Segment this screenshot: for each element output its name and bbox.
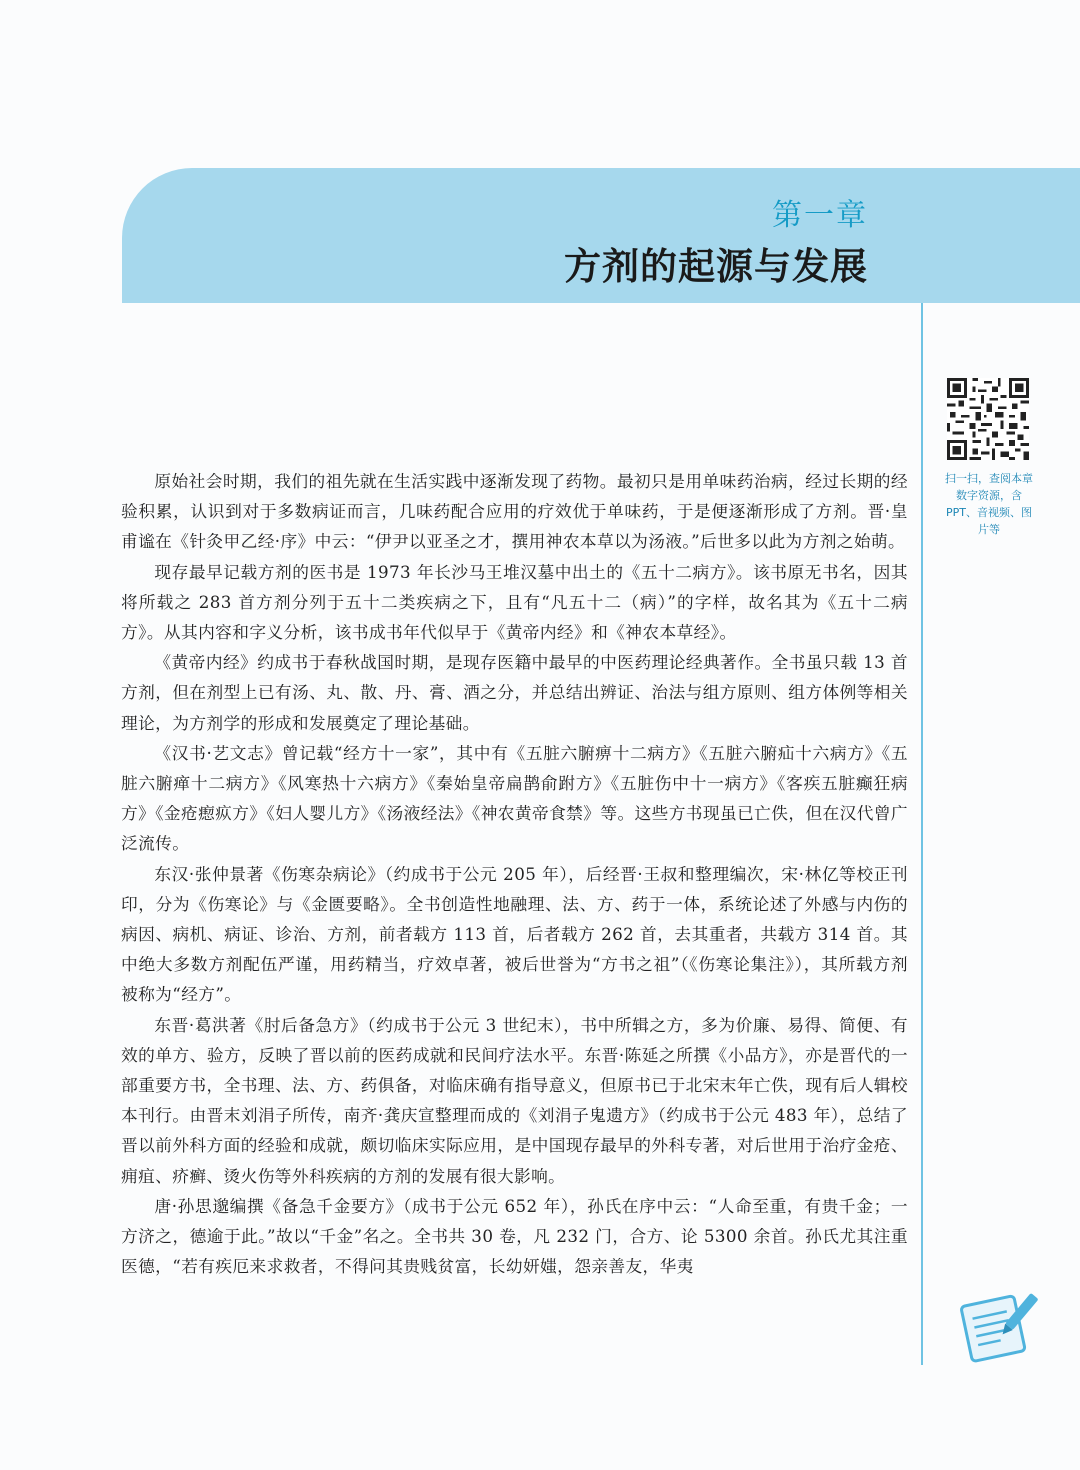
chapter-number: 第一章 — [772, 198, 868, 233]
paragraph: 现存最早记载方剂的医书是 1973 年长沙马王堆汉墓中出土的《五十二病方》。该书原无书名，因其将所载之 283 首方剂分列于五十二类疾病之下，且有“凡五十二（病）”的字样，故名其为《五十二病方》。从其内容和字义分析，该书成书年代似早于《黄帝内经》和《神农本草经》。 — [121, 561, 908, 643]
chapter-title: 方剂的起源与发展 — [564, 245, 868, 288]
notebook-pen-icon[interactable] — [958, 1286, 1038, 1366]
qr-code-icon[interactable] — [947, 378, 1029, 460]
paragraph: 《黄帝内经》约成书于春秋战国时期，是现存医籍中最早的中医药理论经典著作。全书虽只载 13 首方剂，但在剂型上已有汤、丸、散、丹、膏、酒之分，并总结出辨证、治法与组方原则、组方体例等相关理论，为方剂学的形成和发展奠定了理论基础。 — [121, 652, 908, 733]
qr-caption: 扫一扫，查阅本章数字资源，含 PPT、音视频、图片等 — [945, 472, 1033, 536]
sidebar-divider — [921, 303, 923, 1365]
paragraph: 东晋·葛洪著《肘后备急方》（约成书于公元 3 世纪末），书中所辑之方，多为价廉、易得、简便、有效的单方、验方，反映了晋以前的医药成就和民间疗法水平。东晋·陈延之所撰《小品方》，亦是晋代的一部重要方书，全书理、法、方、药俱备，对临床确有指导意义，但原书已于北宋末年亡佚，现有后人辑校本刊行。由晋末刘涓子所传，南齐·龚庆宣整理而成的《刘涓子鬼遗方》（约成书于公元 483 年），总结了晋以前外科方面的经验和成就，颇切临床实际应用，是中国现存最早的外科专著，对后世用于治疗金疮、痈疽、疥癣、烫火伤等外科疾病的方剂的发展有很大影响。 — [121, 1014, 908, 1186]
paragraph: 东汉·张仲景著《伤寒杂病论》（约成书于公元 205 年），后经晋·王叔和整理编次，宋·林亿等校正刊印，分为《伤寒论》与《金匮要略》。全书创造性地融理、法、方、药于一体，系统论述了外感与内伤的病因、病机、病证、诊治、方剂，前者载方 113 首，后者载方 262 首，去其重者，共载方 314 首。其中绝大多数方剂配伍严谨，用药精当，疗效卓著，被后世誉为“方书之祖”（《伤寒论集注》），其所载方剂被称为“经方”。 — [121, 863, 908, 1005]
chapter-body — [121, 466, 908, 1281]
paragraph: 唐·孙思邈编撰《备急千金要方》（成书于公元 652 年），孙氏在序中云：“人命至重，有贵千金；一方济之，德逾于此。”故以“千金”名之。全书共 30 卷，凡 232 门，合方、论 5300 余首。孙氏尤其注重医德，“若有疾厄来求救者，不得问其贵贱贫富，长幼妍媸，怨亲善友，华夷 — [121, 1195, 908, 1277]
paragraph: 原始社会时期，我们的祖先就在生活实践中逐渐发现了药物。最初只是用单味药治病，经过长期的经验积累，认识到对于多数病证而言，几味药配合应用的疗效优于单味药，于是便逐渐形成了方剂。晋·皇甫谧在《针灸甲乙经·序》中云：“伊尹以亚圣之才，撰用神农本草以为汤液。”后世多以此为方剂之始萌。 — [121, 471, 908, 552]
paragraph: 《汉书·艺文志》曾记载“经方十一家”，其中有《五脏六腑痹十二病方》《五脏六腑疝十六病方》《五脏六腑瘅十二病方》《风寒热十六病方》《秦始皇帝扁鹊俞跗方》《五脏伤中十一病方》《客疾五脏癫狂病方》《金疮瘛疭方》《妇人婴儿方》《汤液经法》《神农黄帝食禁》等。这些方书现虽已亡佚，但在汉代曾广泛流传。 — [121, 742, 908, 854]
